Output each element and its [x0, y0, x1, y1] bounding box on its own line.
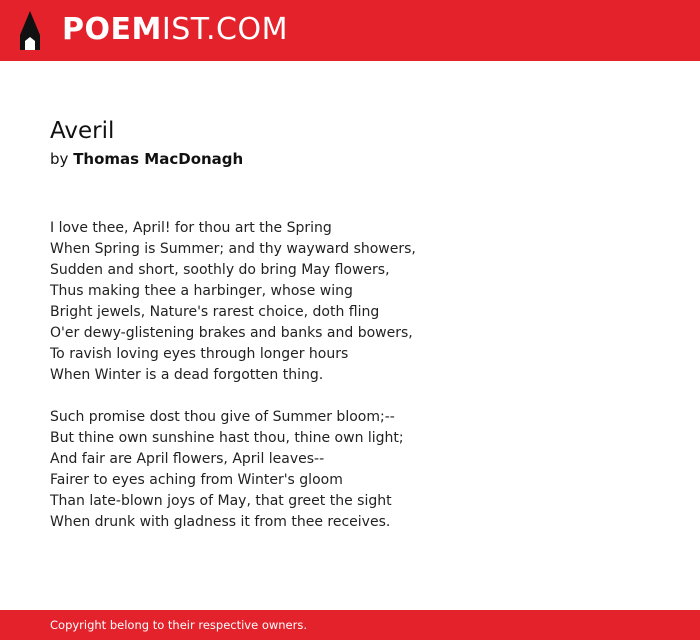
pencil-icon[interactable] — [18, 10, 42, 51]
poem-line: When drunk with gladness it from thee receives. — [50, 514, 391, 530]
poem-title: Averil — [50, 118, 115, 144]
stanza — [50, 407, 670, 533]
poem-line: To ravish loving eyes through longer hours — [50, 346, 349, 362]
stanza — [50, 218, 670, 386]
poem-line: Fairer to eyes aching from Winter's gloom — [50, 472, 343, 488]
poem-line: O'er dewy-glistening brakes and banks and bowers, — [50, 325, 413, 341]
poem-line: Such promise dost thou give of Summer bloom;-- — [50, 409, 395, 425]
poem-line: When Spring is Summer; and thy wayward showers, — [50, 241, 416, 257]
poem-body — [50, 218, 670, 533]
logo-light-text: IST.COM — [161, 12, 288, 47]
site-footer — [0, 610, 700, 640]
poem-line: Thus making thee a harbinger, whose wing — [50, 283, 353, 299]
site-header — [0, 0, 700, 61]
poem-line: Than late-blown joys of May, that greet the sight — [50, 493, 392, 509]
poem-line: Bright jewels, Nature's rarest choice, doth fling — [50, 304, 380, 320]
poem-line: I love thee, April! for thou art the Spring — [50, 220, 332, 236]
poem-line: Sudden and short, soothly do bring May flowers, — [50, 262, 390, 278]
poem-line: When Winter is a dead forgotten thing. — [50, 367, 324, 383]
copyright-text: Copyright belong to their respective owners. — [50, 618, 308, 632]
logo-bold-text: POEM — [62, 12, 162, 47]
by-label: by — [50, 150, 69, 168]
poem-line: And fair are April flowers, April leaves-- — [50, 451, 325, 467]
site-logo[interactable] — [62, 12, 288, 48]
byline — [50, 148, 243, 170]
poem-line: But thine own sunshine hast thou, thine own light; — [50, 430, 404, 446]
author-name: Thomas MacDonagh — [73, 150, 244, 168]
